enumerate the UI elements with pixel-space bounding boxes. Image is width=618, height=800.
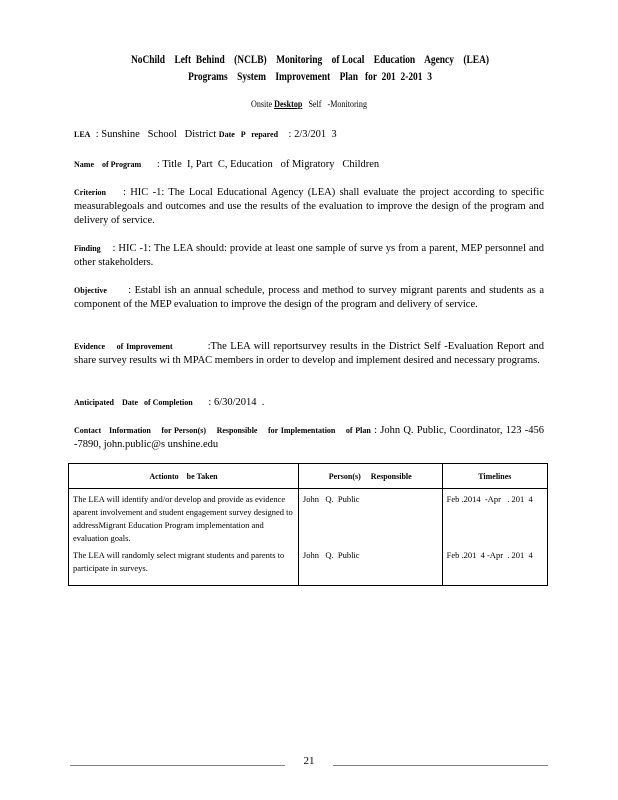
self-monitoring-option: Self -Monitoring (302, 100, 367, 110)
objective-value: : Establ ish an annual schedule, process and method to survey migrant parents and students as a component of the MEP evaluation to improve the design of the program and delivery of service. (74, 285, 544, 310)
contact-value: : John Q. Public, Coordinator, 123 -456 -7890, john.public@s unshine.edu (74, 425, 544, 450)
evidence-field (74, 340, 544, 368)
finding-label: Finding (74, 244, 101, 253)
page-number: 21 (303, 755, 315, 767)
timeline-cell: Feb .201 4 -Apr . 201 4 (442, 547, 547, 586)
document-title (105, 52, 515, 86)
criterion-label: Criterion (74, 188, 106, 197)
finding-field (74, 242, 544, 270)
header-action: Actionto be Taken (69, 464, 299, 489)
completion-label: Anticipated Date of Completion (74, 398, 193, 407)
timeline-cell: Feb .2014 -Apr . 201 4 (442, 489, 547, 548)
finding-value: : HIC -1: The LEA should: provide at least one sample of surve ys from a parent, MEP personnel and other stakeholders. (74, 243, 545, 268)
date-prepared-value: : 2/3/201 3 (288, 129, 337, 140)
contact-label: Contact Information for Person(s) Responsible for Implementation of Plan (74, 426, 371, 435)
title-line-1: NoChild Left Behind (NCLB) Monitoring of Local Education Agency (LEA) (130, 54, 490, 66)
completion-field (74, 396, 544, 410)
lea-value: : Sunshine School District (95, 129, 217, 140)
table-header-row (69, 464, 548, 489)
table-row (69, 547, 548, 586)
onsite-option: Onsite (251, 100, 275, 110)
evidence-label: Evidence of Improvement (74, 342, 173, 351)
lea-label: LEA (74, 130, 91, 139)
evidence-value: :The LEA will reportsurvey results in the District Self -Evaluation Report and share survey results wi th MPAC members in order to develop and implement desired and necessary programs. (74, 341, 544, 366)
action-cell: The LEA will randomly select migrant students and parents to participate in surveys. (69, 547, 299, 586)
criterion-field (74, 186, 544, 228)
title-line-2: Programs System Improvement Plan for 201 2-201 3 (188, 71, 432, 83)
completion-value: : 6/30/2014 . (208, 397, 265, 408)
action-cell: The LEA will identify and/or develop and provide as evidence aparent involvement and student engagement survey designed to addressMigrant Education Program implementation and evaluation goals. (69, 489, 299, 548)
action-plan-table (68, 463, 548, 586)
program-label: Name of Program (74, 160, 142, 169)
program-field (74, 158, 544, 172)
person-cell: John Q. Public (298, 547, 442, 586)
program-value: : Title I, Part C, Education of Migratory Children (156, 159, 380, 170)
footer-rule-right (333, 765, 548, 766)
header-timeline: Timelines (442, 464, 547, 489)
person-cell: John Q. Public (298, 489, 442, 548)
lea-field (74, 128, 544, 142)
date-prepared-label: Date P repared (218, 130, 279, 139)
objective-field (74, 284, 544, 312)
contact-field (74, 424, 544, 452)
desktop-option: Desktop (274, 100, 303, 110)
criterion-value: : HIC -1: The Local Educational Agency (LEA) shall evaluate the project according to specific measurablegoals and outcomes and use the results of the evaluation to improve the design of the program and delivery of service. (74, 187, 545, 226)
objective-label: Objective (74, 286, 107, 295)
table-row (69, 489, 548, 548)
monitoring-type (46, 100, 571, 110)
header-person: Person(s) Responsible (298, 464, 442, 489)
